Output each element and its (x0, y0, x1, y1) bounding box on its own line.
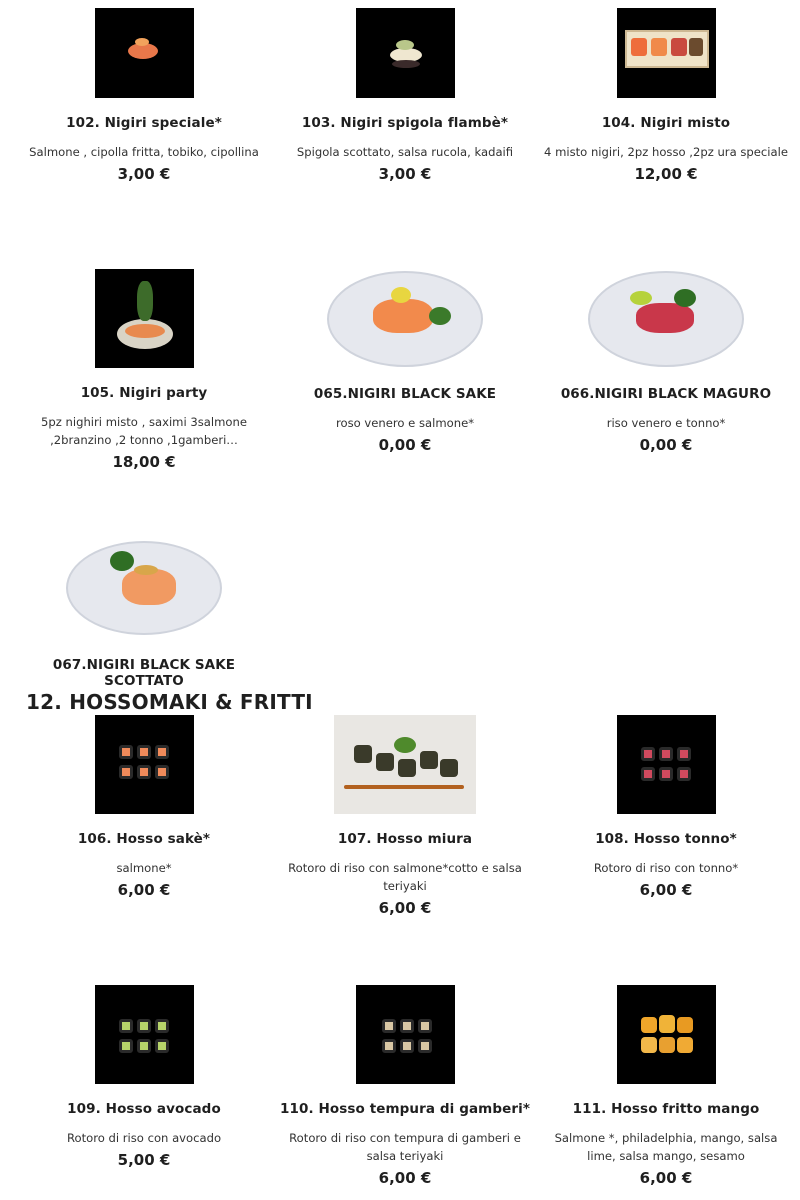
item-price: 6,00 € (639, 1169, 693, 1187)
item-description: Salmone *, philadelphia, mango, salsa lime, salsa mango, sesamo (554, 1131, 778, 1163)
item-title[interactable]: 106. Hosso sakè* (77, 831, 211, 847)
menu-item[interactable] (535, 8, 797, 183)
dish-image[interactable] (325, 269, 485, 369)
dish-image[interactable] (617, 8, 716, 98)
dish-image[interactable] (95, 715, 194, 814)
dish-image[interactable] (95, 8, 194, 98)
item-title[interactable]: 111. Hosso fritto mango (572, 1101, 760, 1117)
item-description: riso venero e tonno* (606, 416, 726, 430)
menu-item[interactable] (274, 8, 536, 183)
item-price: 0,00 € (378, 436, 432, 454)
item-price: 6,00 € (378, 899, 432, 917)
item-title[interactable]: 066.NIGIRI BLACK MAGURO (560, 386, 772, 402)
item-description: Rotoro di riso con avocado (66, 1131, 222, 1145)
item-title[interactable]: 107. Hosso miura (337, 831, 473, 847)
item-title[interactable]: 065.NIGIRI BLACK SAKE (313, 386, 497, 402)
dish-image[interactable] (356, 8, 455, 98)
item-price: 3,00 € (117, 165, 171, 183)
menu-item[interactable] (535, 715, 797, 899)
menu-item[interactable] (13, 269, 275, 471)
dish-image[interactable] (586, 269, 746, 369)
dish-image[interactable] (95, 985, 194, 1084)
item-price: 5,00 € (117, 1151, 171, 1169)
item-description: Rotoro di riso con tempura di gamberi e salsa teriyaki (289, 1131, 521, 1163)
dish-image[interactable] (617, 985, 716, 1084)
item-price: 6,00 € (117, 881, 171, 899)
menu-item[interactable] (274, 985, 536, 1187)
item-description: 4 misto nigiri, 2pz hosso ,2pz ura speciale (544, 145, 788, 159)
item-price: 18,00 € (112, 453, 176, 471)
menu-item[interactable] (535, 269, 797, 454)
item-title[interactable]: 104. Nigiri misto (601, 115, 731, 131)
menu-item[interactable] (274, 715, 536, 917)
dish-image[interactable] (64, 539, 224, 639)
item-description: Rotoro di riso con salmone*cotto e salsa teriyaki (288, 861, 522, 893)
menu-item[interactable] (13, 715, 275, 899)
menu-item[interactable] (535, 985, 797, 1187)
item-description: roso venero e salmone* (335, 416, 475, 430)
item-description: Spigola scottato, salsa rucola, kadaifi (296, 145, 514, 159)
item-title[interactable]: 067.NIGIRI BLACK SAKE SCOTTATO (52, 657, 236, 689)
section-title: 12. HOSSOMAKI & FRITTI (26, 690, 313, 714)
item-price: 6,00 € (378, 1169, 432, 1187)
dish-image[interactable] (95, 269, 194, 368)
menu-item[interactable] (13, 8, 275, 183)
item-description: Rotoro di riso con tonno* (593, 861, 739, 875)
item-title[interactable]: 102. Nigiri speciale* (66, 115, 222, 131)
item-title[interactable]: 105. Nigiri party (80, 385, 208, 401)
dish-image[interactable] (334, 715, 476, 814)
dish-image[interactable] (356, 985, 455, 1084)
menu-item[interactable] (13, 539, 275, 689)
menu-item[interactable] (13, 985, 275, 1169)
item-description: salmone* (116, 861, 172, 875)
dish-image[interactable] (617, 715, 716, 814)
item-price: 6,00 € (639, 881, 693, 899)
item-title[interactable]: 109. Hosso avocado (67, 1101, 221, 1117)
item-price: 3,00 € (378, 165, 432, 183)
item-price: 0,00 € (639, 436, 693, 454)
menu-item[interactable] (274, 269, 536, 454)
item-title[interactable]: 103. Nigiri spigola flambè* (301, 115, 509, 131)
item-description: Salmone , cipolla fritta, tobiko, cipollina (29, 145, 259, 159)
item-price: 12,00 € (634, 165, 698, 183)
item-title[interactable]: 110. Hosso tempura di gamberi* (279, 1101, 531, 1117)
item-description: 5pz nighiri misto , saximi 3salmone ,2branzino ,2 tonno ,1gamberi… (41, 415, 247, 447)
item-title[interactable]: 108. Hosso tonno* (595, 831, 737, 847)
